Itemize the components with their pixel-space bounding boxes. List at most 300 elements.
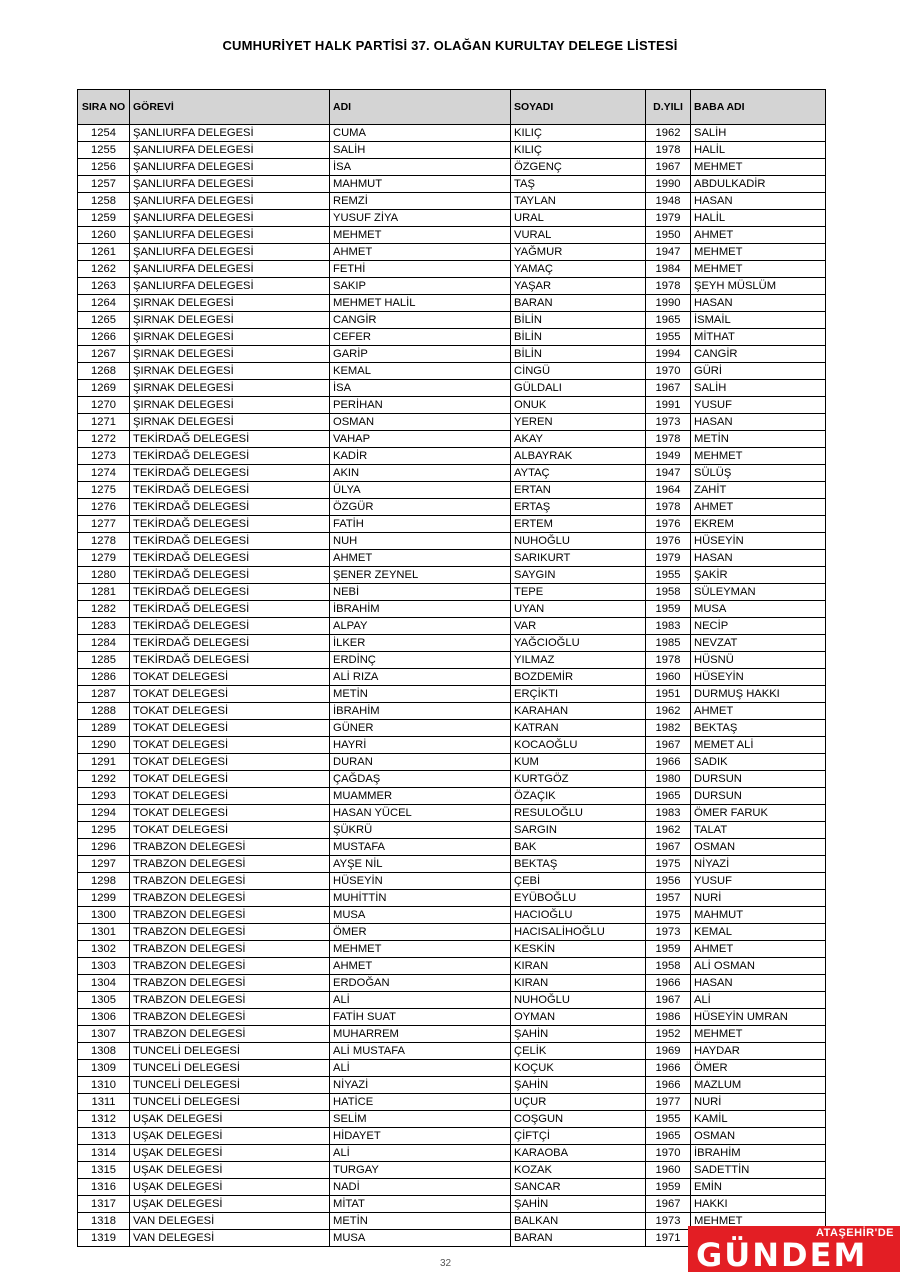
cell-soyadi: VAR [511, 618, 646, 635]
table-row [78, 601, 826, 618]
cell-sira-no: 1298 [78, 873, 130, 890]
cell-baba-adi: OSMAN [691, 839, 826, 856]
cell-sira-no: 1283 [78, 618, 130, 635]
cell-dogum-yili: 1955 [646, 567, 691, 584]
cell-gorevi: ŞIRNAK DELEGESİ [130, 346, 330, 363]
delegate-table [77, 89, 826, 1247]
cell-adi: HÜSEYİN [330, 873, 511, 890]
cell-soyadi: VURAL [511, 227, 646, 244]
cell-dogum-yili: 1949 [646, 448, 691, 465]
cell-baba-adi: HASAN [691, 295, 826, 312]
table-row [78, 1179, 826, 1196]
cell-soyadi: BİLİN [511, 329, 646, 346]
cell-sira-no: 1276 [78, 499, 130, 516]
cell-sira-no: 1260 [78, 227, 130, 244]
cell-gorevi: TEKİRDAĞ DELEGESİ [130, 448, 330, 465]
cell-dogum-yili: 1990 [646, 176, 691, 193]
cell-baba-adi: METİN [691, 431, 826, 448]
cell-dogum-yili: 1983 [646, 805, 691, 822]
table-row [78, 873, 826, 890]
cell-soyadi: ŞAHİN [511, 1196, 646, 1213]
cell-baba-adi: DURSUN [691, 788, 826, 805]
cell-baba-adi: DURSUN [691, 771, 826, 788]
cell-baba-adi: ŞAKİR [691, 567, 826, 584]
cell-adi: FETHİ [330, 261, 511, 278]
cell-soyadi: BARAN [511, 295, 646, 312]
cell-sira-no: 1290 [78, 737, 130, 754]
cell-soyadi: ÇEBİ [511, 873, 646, 890]
cell-baba-adi: MAZLUM [691, 1077, 826, 1094]
cell-baba-adi: NURİ [691, 1094, 826, 1111]
table-row [78, 533, 826, 550]
cell-soyadi: UÇUR [511, 1094, 646, 1111]
cell-sira-no: 1297 [78, 856, 130, 873]
cell-dogum-yili: 1991 [646, 397, 691, 414]
cell-baba-adi: SÜLÜŞ [691, 465, 826, 482]
cell-sira-no: 1286 [78, 669, 130, 686]
cell-baba-adi: CANGİR [691, 346, 826, 363]
table-row [78, 499, 826, 516]
cell-gorevi: TRABZON DELEGESİ [130, 975, 330, 992]
table-row [78, 652, 826, 669]
cell-soyadi: BALKAN [511, 1213, 646, 1230]
cell-baba-adi: AHMET [691, 941, 826, 958]
cell-gorevi: ŞIRNAK DELEGESİ [130, 380, 330, 397]
cell-gorevi: TRABZON DELEGESİ [130, 907, 330, 924]
cell-dogum-yili: 1967 [646, 839, 691, 856]
cell-gorevi: TUNCELİ DELEGESİ [130, 1094, 330, 1111]
cell-sira-no: 1271 [78, 414, 130, 431]
cell-baba-adi: SALİH [691, 125, 826, 142]
cell-gorevi: TOKAT DELEGESİ [130, 720, 330, 737]
cell-adi: YUSUF ZİYA [330, 210, 511, 227]
document-title: CUMHURİYET HALK PARTİSİ 37. OLAĞAN KURULTAY DELEGE LİSTESİ [222, 38, 678, 53]
cell-dogum-yili: 1990 [646, 295, 691, 312]
cell-adi: İSA [330, 380, 511, 397]
cell-gorevi: ŞIRNAK DELEGESİ [130, 329, 330, 346]
cell-gorevi: TRABZON DELEGESİ [130, 856, 330, 873]
cell-adi: MİTAT [330, 1196, 511, 1213]
cell-adi: AKIN [330, 465, 511, 482]
table-row [78, 227, 826, 244]
cell-dogum-yili: 1966 [646, 1077, 691, 1094]
cell-adi: NADİ [330, 1179, 511, 1196]
cell-sira-no: 1315 [78, 1162, 130, 1179]
cell-soyadi: BİLİN [511, 312, 646, 329]
cell-adi: MEHMET HALİL [330, 295, 511, 312]
cell-baba-adi: TALAT [691, 822, 826, 839]
table-row [78, 567, 826, 584]
cell-baba-adi: SADETTİN [691, 1162, 826, 1179]
cell-sira-no: 1293 [78, 788, 130, 805]
cell-adi: AHMET [330, 244, 511, 261]
cell-baba-adi: KEMAL [691, 924, 826, 941]
table-row [78, 261, 826, 278]
cell-adi: SALİH [330, 142, 511, 159]
cell-sira-no: 1269 [78, 380, 130, 397]
cell-soyadi: URAL [511, 210, 646, 227]
cell-gorevi: UŞAK DELEGESİ [130, 1196, 330, 1213]
cell-soyadi: ÖZGENÇ [511, 159, 646, 176]
table-row [78, 1128, 826, 1145]
cell-baba-adi: ALİ OSMAN [691, 958, 826, 975]
cell-baba-adi: MEHMET [691, 1026, 826, 1043]
cell-baba-adi: NURİ [691, 890, 826, 907]
cell-dogum-yili: 1967 [646, 992, 691, 1009]
cell-soyadi: BOZDEMİR [511, 669, 646, 686]
cell-adi: AYŞE NİL [330, 856, 511, 873]
cell-gorevi: ŞANLIURFA DELEGESİ [130, 210, 330, 227]
cell-soyadi: ALBAYRAK [511, 448, 646, 465]
table-row [78, 1009, 826, 1026]
cell-adi: ÇAĞDAŞ [330, 771, 511, 788]
cell-soyadi: ONUK [511, 397, 646, 414]
cell-sira-no: 1261 [78, 244, 130, 261]
cell-sira-no: 1302 [78, 941, 130, 958]
cell-dogum-yili: 1978 [646, 142, 691, 159]
cell-dogum-yili: 1975 [646, 856, 691, 873]
cell-baba-adi: HASAN [691, 193, 826, 210]
cell-gorevi: TEKİRDAĞ DELEGESİ [130, 482, 330, 499]
cell-dogum-yili: 1955 [646, 1111, 691, 1128]
cell-baba-adi: MAHMUT [691, 907, 826, 924]
cell-soyadi: BAK [511, 839, 646, 856]
cell-sira-no: 1287 [78, 686, 130, 703]
table-row [78, 907, 826, 924]
cell-gorevi: TUNCELİ DELEGESİ [130, 1077, 330, 1094]
cell-baba-adi: HASAN [691, 550, 826, 567]
table-row [78, 431, 826, 448]
cell-soyadi: YAĞMUR [511, 244, 646, 261]
cell-adi: OSMAN [330, 414, 511, 431]
cell-baba-adi: HAYDAR [691, 1043, 826, 1060]
cell-gorevi: UŞAK DELEGESİ [130, 1145, 330, 1162]
cell-soyadi: SANCAR [511, 1179, 646, 1196]
cell-gorevi: UŞAK DELEGESİ [130, 1179, 330, 1196]
cell-baba-adi: SADIK [691, 754, 826, 771]
cell-soyadi: KIRAN [511, 958, 646, 975]
cell-adi: MEHMET [330, 227, 511, 244]
cell-dogum-yili: 1962 [646, 822, 691, 839]
cell-soyadi: COŞGUN [511, 1111, 646, 1128]
cell-sira-no: 1310 [78, 1077, 130, 1094]
table-row [78, 329, 826, 346]
cell-gorevi: TEKİRDAĞ DELEGESİ [130, 618, 330, 635]
cell-dogum-yili: 1976 [646, 516, 691, 533]
cell-sira-no: 1306 [78, 1009, 130, 1026]
table-row [78, 924, 826, 941]
cell-soyadi: ERTAŞ [511, 499, 646, 516]
table-row [78, 1077, 826, 1094]
cell-baba-adi: MEMET ALİ [691, 737, 826, 754]
cell-sira-no: 1265 [78, 312, 130, 329]
cell-baba-adi: NİYAZİ [691, 856, 826, 873]
table-row [78, 618, 826, 635]
cell-gorevi: ŞIRNAK DELEGESİ [130, 397, 330, 414]
cell-gorevi: TRABZON DELEGESİ [130, 1026, 330, 1043]
cell-sira-no: 1284 [78, 635, 130, 652]
cell-baba-adi: ALİ [691, 992, 826, 1009]
cell-dogum-yili: 1966 [646, 975, 691, 992]
cell-dogum-yili: 1967 [646, 1196, 691, 1213]
table-row [78, 992, 826, 1009]
cell-dogum-yili: 1978 [646, 431, 691, 448]
cell-soyadi: BARAN [511, 1230, 646, 1247]
cell-adi: İBRAHİM [330, 703, 511, 720]
table-row [78, 295, 826, 312]
cell-sira-no: 1307 [78, 1026, 130, 1043]
cell-adi: HATİCE [330, 1094, 511, 1111]
cell-dogum-yili: 1979 [646, 210, 691, 227]
table-row [78, 754, 826, 771]
cell-adi: AHMET [330, 958, 511, 975]
table-row [78, 210, 826, 227]
cell-adi: FATİH SUAT [330, 1009, 511, 1026]
cell-sira-no: 1254 [78, 125, 130, 142]
cell-baba-adi: MEHMET [691, 1213, 826, 1230]
cell-sira-no: 1272 [78, 431, 130, 448]
table-row [78, 482, 826, 499]
cell-sira-no: 1282 [78, 601, 130, 618]
cell-adi: MUSA [330, 1230, 511, 1247]
cell-baba-adi: SALİH [691, 380, 826, 397]
cell-dogum-yili: 1951 [646, 686, 691, 703]
cell-sira-no: 1317 [78, 1196, 130, 1213]
cell-adi: MAHMUT [330, 176, 511, 193]
cell-dogum-yili: 1973 [646, 414, 691, 431]
cell-sira-no: 1299 [78, 890, 130, 907]
table-row [78, 975, 826, 992]
cell-dogum-yili: 1973 [646, 924, 691, 941]
cell-baba-adi: NEVZAT [691, 635, 826, 652]
table-row [78, 125, 826, 142]
cell-dogum-yili: 1967 [646, 737, 691, 754]
cell-dogum-yili: 1985 [646, 635, 691, 652]
cell-dogum-yili: 1958 [646, 584, 691, 601]
cell-dogum-yili: 1952 [646, 1026, 691, 1043]
cell-baba-adi: EKREM [691, 516, 826, 533]
cell-adi: ERDOĞAN [330, 975, 511, 992]
cell-sira-no: 1277 [78, 516, 130, 533]
cell-soyadi: TAYLAN [511, 193, 646, 210]
cell-sira-no: 1294 [78, 805, 130, 822]
cell-baba-adi: ZAHİT [691, 482, 826, 499]
cell-gorevi: ŞIRNAK DELEGESİ [130, 295, 330, 312]
cell-sira-no: 1285 [78, 652, 130, 669]
cell-dogum-yili: 1962 [646, 703, 691, 720]
cell-soyadi: RESULOĞLU [511, 805, 646, 822]
table-row [78, 584, 826, 601]
cell-gorevi: ŞANLIURFA DELEGESİ [130, 125, 330, 142]
header-sira-no: SIRA NO [78, 90, 130, 125]
header-baba-adi: BABA ADI [691, 90, 826, 125]
cell-adi: TURGAY [330, 1162, 511, 1179]
table-row [78, 839, 826, 856]
table-row [78, 465, 826, 482]
cell-sira-no: 1309 [78, 1060, 130, 1077]
cell-adi: NEBİ [330, 584, 511, 601]
cell-adi: METİN [330, 1213, 511, 1230]
cell-baba-adi: HÜSEYİN [691, 533, 826, 550]
cell-soyadi: YEREN [511, 414, 646, 431]
cell-dogum-yili: 1967 [646, 380, 691, 397]
cell-baba-adi: AHMET [691, 703, 826, 720]
cell-gorevi: TRABZON DELEGESİ [130, 873, 330, 890]
cell-adi: AHMET [330, 550, 511, 567]
cell-soyadi: YAMAÇ [511, 261, 646, 278]
table-row [78, 159, 826, 176]
cell-dogum-yili: 1948 [646, 193, 691, 210]
cell-gorevi: ŞANLIURFA DELEGESİ [130, 261, 330, 278]
cell-adi: MUAMMER [330, 788, 511, 805]
table-body [78, 125, 826, 1247]
table-row [78, 414, 826, 431]
cell-soyadi: TEPE [511, 584, 646, 601]
cell-sira-no: 1275 [78, 482, 130, 499]
cell-soyadi: ŞAHİN [511, 1026, 646, 1043]
cell-dogum-yili: 1976 [646, 533, 691, 550]
cell-dogum-yili: 1970 [646, 363, 691, 380]
cell-adi: MUHARREM [330, 1026, 511, 1043]
table-row [78, 1060, 826, 1077]
cell-soyadi: TAŞ [511, 176, 646, 193]
cell-soyadi: BEKTAŞ [511, 856, 646, 873]
cell-adi: DURAN [330, 754, 511, 771]
cell-gorevi: UŞAK DELEGESİ [130, 1162, 330, 1179]
table-row [78, 686, 826, 703]
table-row [78, 278, 826, 295]
cell-soyadi: NUHOĞLU [511, 533, 646, 550]
cell-baba-adi: EMİN [691, 1179, 826, 1196]
cell-soyadi: KUM [511, 754, 646, 771]
cell-baba-adi: MEHMET [691, 159, 826, 176]
cell-gorevi: TRABZON DELEGESİ [130, 941, 330, 958]
cell-adi: GARİP [330, 346, 511, 363]
cell-adi: CANGİR [330, 312, 511, 329]
cell-adi: KEMAL [330, 363, 511, 380]
cell-sira-no: 1314 [78, 1145, 130, 1162]
cell-soyadi: AYTAÇ [511, 465, 646, 482]
cell-dogum-yili: 1984 [646, 261, 691, 278]
cell-dogum-yili: 1983 [646, 618, 691, 635]
table-row [78, 771, 826, 788]
cell-baba-adi: ÖMER [691, 1060, 826, 1077]
table-row [78, 176, 826, 193]
cell-baba-adi: HASAN [691, 975, 826, 992]
cell-baba-adi: HAKKI [691, 1196, 826, 1213]
cell-dogum-yili: 1978 [646, 278, 691, 295]
cell-soyadi: HACISALİHOĞLU [511, 924, 646, 941]
cell-soyadi: KOZAK [511, 1162, 646, 1179]
cell-dogum-yili: 1955 [646, 329, 691, 346]
cell-dogum-yili: 1967 [646, 159, 691, 176]
cell-baba-adi: HASAN [691, 414, 826, 431]
cell-gorevi: VAN DELEGESİ [130, 1213, 330, 1230]
cell-sira-no: 1281 [78, 584, 130, 601]
cell-dogum-yili: 1957 [646, 890, 691, 907]
cell-sira-no: 1311 [78, 1094, 130, 1111]
table-row [78, 941, 826, 958]
cell-sira-no: 1292 [78, 771, 130, 788]
logo-main-text: GÜNDEM [696, 1236, 868, 1272]
table-row [78, 635, 826, 652]
cell-soyadi: BİLİN [511, 346, 646, 363]
cell-dogum-yili: 1973 [646, 1213, 691, 1230]
cell-gorevi: TRABZON DELEGESİ [130, 958, 330, 975]
cell-adi: NUH [330, 533, 511, 550]
cell-dogum-yili: 1958 [646, 958, 691, 975]
table-row [78, 890, 826, 907]
cell-sira-no: 1319 [78, 1230, 130, 1247]
cell-sira-no: 1274 [78, 465, 130, 482]
cell-dogum-yili: 1979 [646, 550, 691, 567]
cell-baba-adi: KAMİL [691, 1111, 826, 1128]
cell-baba-adi: ŞEYH MÜSLÜM [691, 278, 826, 295]
cell-sira-no: 1273 [78, 448, 130, 465]
cell-gorevi: ŞANLIURFA DELEGESİ [130, 193, 330, 210]
cell-sira-no: 1259 [78, 210, 130, 227]
cell-gorevi: TRABZON DELEGESİ [130, 924, 330, 941]
cell-dogum-yili: 1965 [646, 312, 691, 329]
cell-baba-adi: MİTHAT [691, 329, 826, 346]
cell-baba-adi: BEKTAŞ [691, 720, 826, 737]
table-row [78, 244, 826, 261]
cell-adi: MUHİTTİN [330, 890, 511, 907]
cell-soyadi: ERTAN [511, 482, 646, 499]
cell-soyadi: AKAY [511, 431, 646, 448]
cell-adi: MEHMET [330, 941, 511, 958]
cell-soyadi: YAĞCIOĞLU [511, 635, 646, 652]
cell-dogum-yili: 1980 [646, 771, 691, 788]
cell-adi: METİN [330, 686, 511, 703]
cell-adi: ÜLYA [330, 482, 511, 499]
cell-soyadi: YAŞAR [511, 278, 646, 295]
cell-adi: ALİ [330, 992, 511, 1009]
table-row [78, 380, 826, 397]
header-adi: ADI [330, 90, 511, 125]
cell-soyadi: ÇELİK [511, 1043, 646, 1060]
cell-gorevi: TOKAT DELEGESİ [130, 771, 330, 788]
cell-gorevi: TEKİRDAĞ DELEGESİ [130, 584, 330, 601]
cell-adi: CEFER [330, 329, 511, 346]
header-soyadi: SOYADI [511, 90, 646, 125]
header-dogum-yili: D.YILI [646, 90, 691, 125]
cell-baba-adi: DURMUŞ HAKKI [691, 686, 826, 703]
table-row [78, 1145, 826, 1162]
cell-soyadi: SAYGIN [511, 567, 646, 584]
cell-gorevi: TEKİRDAĞ DELEGESİ [130, 533, 330, 550]
table-row [78, 669, 826, 686]
cell-baba-adi: İBRAHİM [691, 1145, 826, 1162]
cell-gorevi: ŞANLIURFA DELEGESİ [130, 278, 330, 295]
cell-sira-no: 1296 [78, 839, 130, 856]
cell-gorevi: TEKİRDAĞ DELEGESİ [130, 635, 330, 652]
table-row [78, 363, 826, 380]
cell-baba-adi: HÜSNÜ [691, 652, 826, 669]
cell-baba-adi: YUSUF [691, 873, 826, 890]
table-row [78, 1026, 826, 1043]
cell-gorevi: ŞANLIURFA DELEGESİ [130, 227, 330, 244]
cell-soyadi: ÇİFTÇİ [511, 1128, 646, 1145]
cell-gorevi: TOKAT DELEGESİ [130, 669, 330, 686]
cell-sira-no: 1305 [78, 992, 130, 1009]
cell-dogum-yili: 1965 [646, 1128, 691, 1145]
cell-adi: ÖZGÜR [330, 499, 511, 516]
table-row [78, 856, 826, 873]
cell-dogum-yili: 1975 [646, 907, 691, 924]
cell-gorevi: ŞIRNAK DELEGESİ [130, 312, 330, 329]
cell-gorevi: TEKİRDAĞ DELEGESİ [130, 567, 330, 584]
